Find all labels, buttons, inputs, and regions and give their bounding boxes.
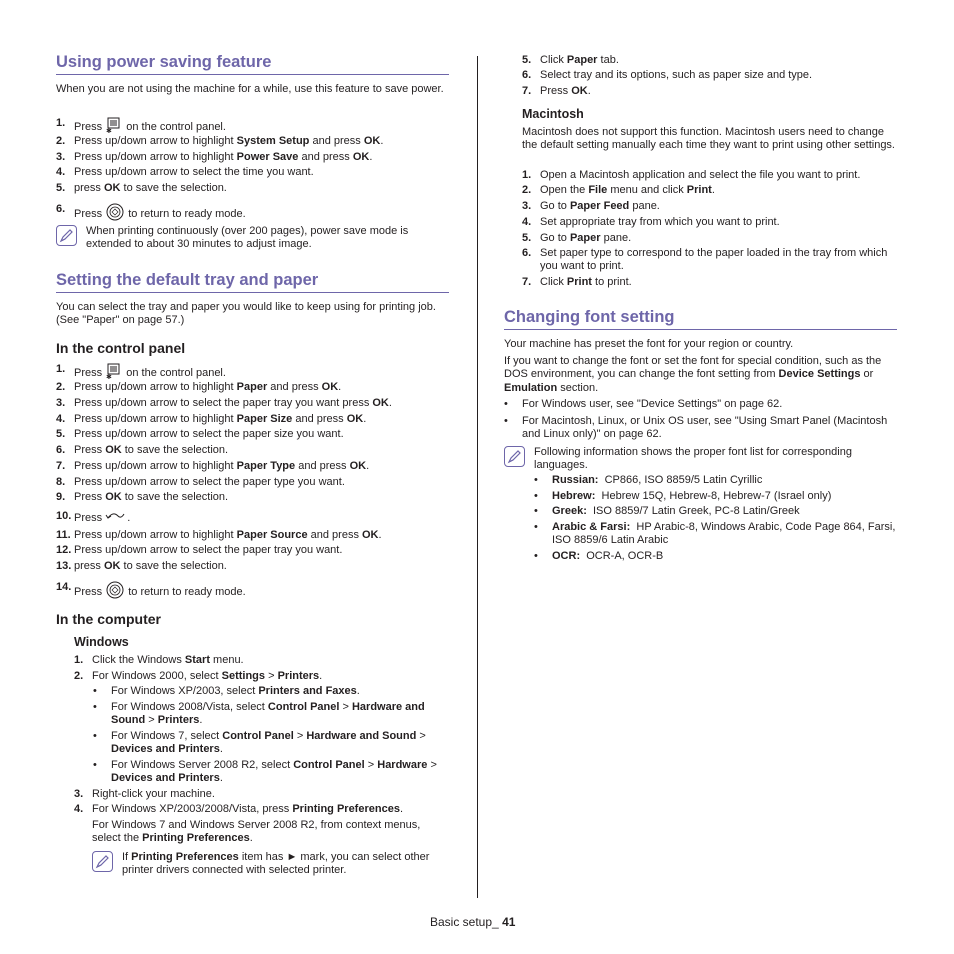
column-divider [477,56,478,898]
win-step-4-cont: For Windows 7 and Windows Server 2008 R2, from context menus, select the Printing Preferences. [92,819,421,845]
control-panel-heading: In the control panel [56,340,186,356]
note-pencil-icon [504,446,525,467]
computer-heading: In the computer [56,611,162,627]
default-tray-heading: Setting the default tray and paper [56,270,449,293]
font-setting-heading: Changing font setting [504,307,897,330]
font-setting-p1: Your machine has preset the font for your region or country. [504,338,794,350]
power-saving-intro: When you are not using the machine for a while, use this feature to save power. [56,83,444,95]
stop-button-icon [105,581,125,603]
font-setting-p2: If you want to change the font or set the font for special condition, such as the DOS environment, you can change the font setting from Device Settings or Emulation section. [504,355,882,394]
default-tray-intro: You can select the tray and paper you would like to keep using for printing job. (See "Paper" on page 57.) [56,301,436,327]
power-saving-heading: Using power saving feature [56,52,449,75]
page-footer: Basic setup_ 41 [430,915,516,929]
macintosh-heading: Macintosh [522,107,584,121]
back-button-icon [105,510,127,526]
note-pencil-icon [92,851,113,872]
svg-text:✱: ✱ [106,127,113,133]
windows-heading: Windows [74,635,129,649]
note-pencil-icon [56,225,77,246]
page-number: 41 [502,915,516,929]
svg-text:✱: ✱ [106,373,113,379]
stop-button-icon [105,203,125,225]
macintosh-intro: Macintosh does not support this function. Macintosh users need to change the default setting manually each time they want to print using other settings. [522,126,895,152]
